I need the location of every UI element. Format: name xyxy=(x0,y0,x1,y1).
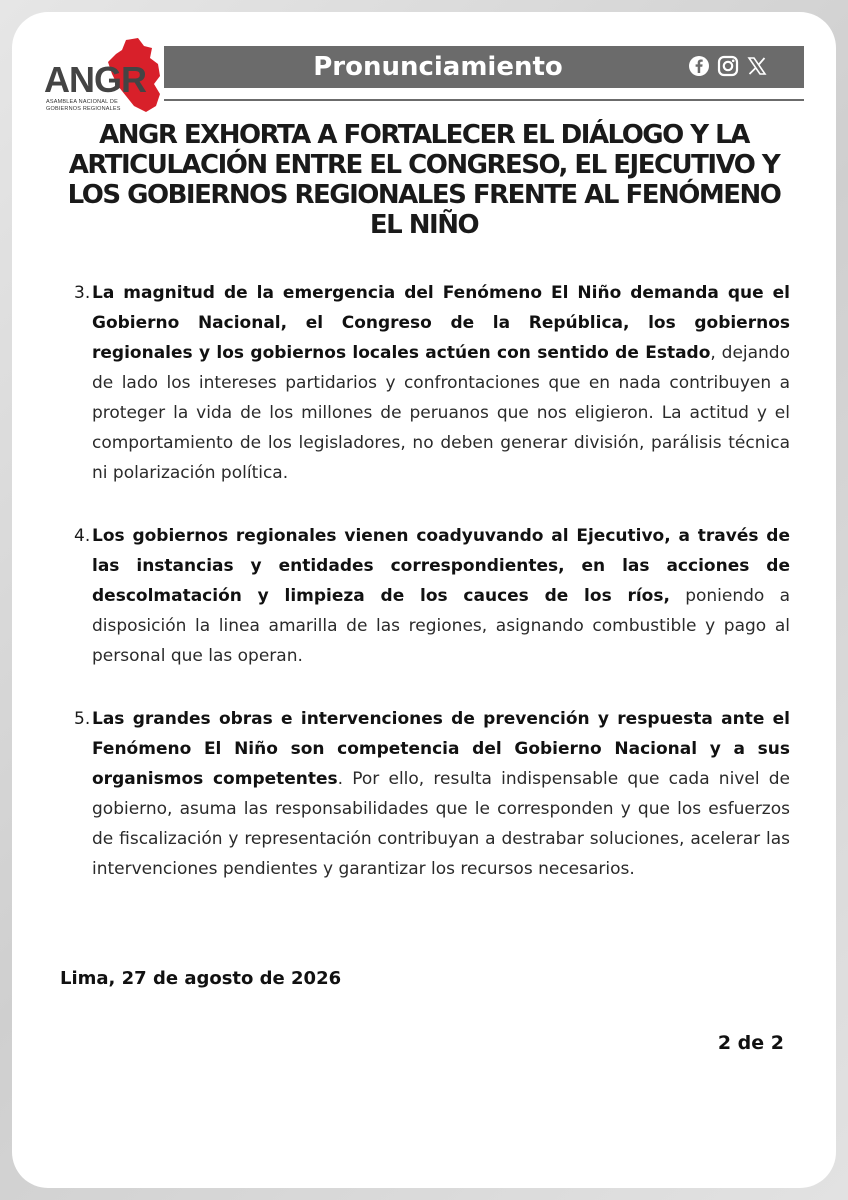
signing-date: Lima, 27 de agosto de 2026 xyxy=(60,968,342,989)
angr-logo xyxy=(44,36,164,114)
header-banner xyxy=(164,46,804,88)
logo-text: ANGR xyxy=(44,59,146,100)
item-bold-text: Las grandes obras e intervenciones de prevención y respuesta ante el Fenómeno El Niño son competencia del Gobierno Nacional y a sus organismos competentes xyxy=(92,709,790,789)
item-number: 3. xyxy=(74,283,91,303)
item-number: 5. xyxy=(74,709,91,729)
header-divider xyxy=(164,99,804,101)
statement-list xyxy=(74,278,790,917)
item-regular-text: poniendo a disposición la linea amarilla de las regiones, asignando combustible y pago al personal que las operan. xyxy=(92,586,790,666)
item-number: 4. xyxy=(74,526,91,546)
item-bold-text: La magnitud de la emergencia del Fenómeno El Niño demanda que el Gobierno Nacional, el Congreso de la República, los gobiernos regionales y los gobiernos locales actúen con sentido de Estado xyxy=(92,283,790,363)
statement-item xyxy=(74,521,790,671)
item-regular-text: , dejando de lado los intereses partidarios y confrontaciones que en nada contribuyen a proteger la vida de los millones de peruanos que nos eligieron. La actitud y el comportamiento de los legisladores, no deben generar división, parálisis técnica ni polarización política. xyxy=(92,343,791,483)
item-regular-text: . Por ello, resulta indispensable que cada nivel de gobierno, asuma las responsabilidades que le corresponden y que los esfuerzos de fiscalización y representación contribuyan a destrabar soluciones, acelerar las intervenciones pendientes y garantizar los recursos necesarios. xyxy=(92,769,790,879)
instagram-icon[interactable] xyxy=(717,55,739,77)
banner-title: Pronunciamiento xyxy=(313,52,563,82)
statement-item xyxy=(74,704,790,884)
facebook-icon[interactable] xyxy=(688,55,710,77)
item-text xyxy=(92,521,790,671)
social-icons xyxy=(688,55,768,79)
item-text xyxy=(92,704,790,884)
document-card xyxy=(12,12,836,1188)
x-icon[interactable] xyxy=(746,55,768,77)
headline: ANGR EXHORTA A FORTALECER EL DIÁLOGO Y LA ARTICULACIÓN ENTRE EL CONGRESO, EL EJECUTIVO Y LOS GOBIERNOS REGIONALES FRENTE AL FENÓMENO EL NIÑO xyxy=(67,120,781,240)
item-text xyxy=(92,278,790,488)
page-number: 2 de 2 xyxy=(717,1032,784,1054)
item-bold-text: Los gobiernos regionales vienen coadyuvando al Ejecutivo, a través de las instancias y entidades correspondientes, en las acciones de descolmatación y limpieza de los cauces de los ríos, xyxy=(92,526,790,606)
logo-subtitle: ASAMBLEA NACIONAL DE GOBIERNOS REGIONALES xyxy=(46,99,121,112)
statement-item xyxy=(74,278,790,488)
